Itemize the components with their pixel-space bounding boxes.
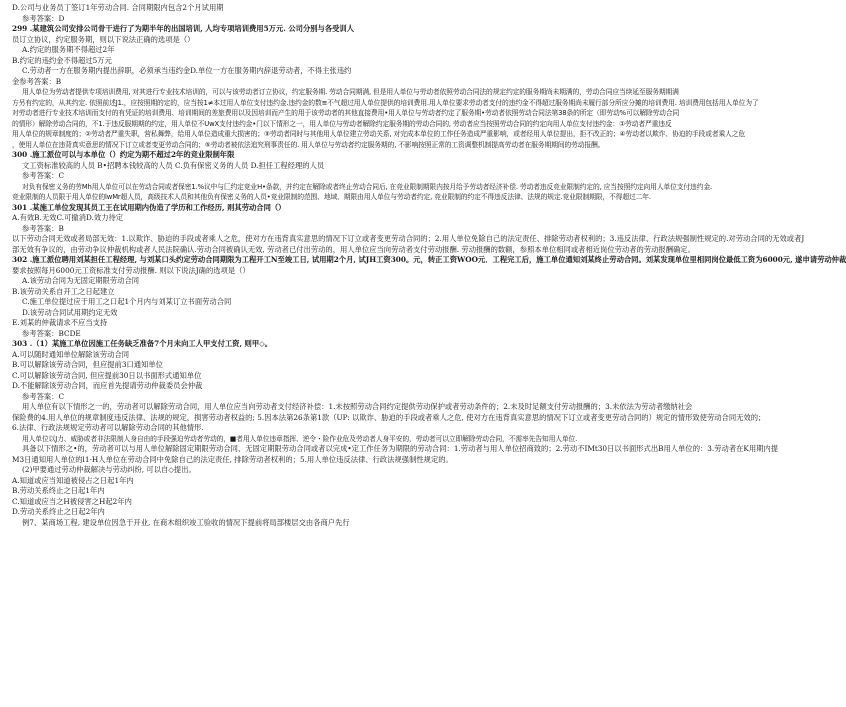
text-line: C.施工单位提过应于用工之口起1个月内与刘某订立书面劳动合同 [22,297,232,306]
text-line: E.刘某的仲裁请求不应当支持 [12,318,108,327]
text-line: D.不能解除该劳动合同，而应首先提请劳动仲裁委员会仲裁 [12,381,203,390]
text-line: D.公司与业务员丁签订1年劳动合同. 合同期限内包含2个月试用期 [12,3,224,12]
text-line: C.知道或应当之H被侵害之H起2年内 [12,496,132,506]
text-line: 对负有保密义务的劳Mh用人单位可以在劳动合同或者保密1.%议中与匚约定竞业H•条款，并约定在解除或者终止劳动合同后, 在竞业限制期限内按月给予劳动者经济补偿. 劳动者违反竞业限制约定的, 应当按照约定向用人单位支付违约金. [22,182,713,191]
text-line: 用人单位的规章制度的；②劳动者严重失职，营私舞弊，给用人单位造成重大损害的；③劳动者同时与其他用人单位建立劳动关系, 对完成本单位的工作任务造成严重影响，或者经用人单位提出，拒不改正的；④劳动者以欺诈、协迫的手段或者乘人之危 [12,130,746,138]
text-line: 300 .施工派位可以与本单位（）约定为期不超过2年的竞业限制年限 [12,150,235,159]
text-line: 对劳动者进行专业技术培训而支付的有凭证的培训费用、培训期间的差旅费用以及因培训而产生的用于该劳动者的其他直接费用•用人单位与劳动者约定了服务期•劳动者依照劳动合同法第38条的所定（即劳动%可以解除劳动合同 [12,109,680,117]
text-line: 用人单位为劳动者提供专项培训费用, 对其进行专业技术培训的，可以与该劳动者订立协议，约定服务期. 劳动合同期满, 但是用人单位与劳动者依照劳动合同法的规定约定的服务期尚未期满的，劳动合同应当续延至服务期期满 [22,88,679,96]
text-line: 以下劳动合同无效或者局部无效：1.以欺诈、胁迫的手段或者乘人之危，使对方在违背真实意思的情况下订立或者变更劳动合同的；2.用人单位免除自己的法定责任、排除劳动者权利的；3.违反法律、行政法规强制性规定的.对劳动合同的无效或者J [12,234,805,243]
text-line: 参考答案：BCDE [22,328,81,338]
text-line: 用人单位有以下情形之一的，劳动者可以解除劳动合同，用人单位应当向劳动者支付经济补偿：1.未按照劳动合同约定提供劳动保护或者劳动条件的；2.未及时足额支付劳动报酬的；3.未依法为劳动者缴纳社会 [22,402,693,411]
text-line: 保险费的4.用人单位的规章制度违反法律、法规的规定，损害劳动者权益的; 5.因本法第26条第1款（UP: 以欺诈、胁迫的手段或者乘人之危, 使对方在违背真实意思的情况下订立或者变更劳动合同的）规定的情形致使劳动合同无效的； [12,412,766,422]
text-line: (2)甲要通过劳动仲裁解决与劳动纠纷, 可以自◇提出。 [22,465,196,474]
text-line: 要求按照每月6000元工资标准支付劳动报酬. 则以下说法J确的选项是（） [12,265,250,275]
text-line: 文工资标准较高的人员 B•招聘本钱较高的人员 C.负有保密义务的人员 D.担任工程经理的人员 [22,160,325,170]
text-line: A.约定的服务期不得超过2年 [22,45,115,54]
text-line: 竞业限制的人员限于用人单位的lwMr超人员，高级技术人员和其他负有保密义务的人员•竞业限制的范围、地域、期限由用人单位与劳动者约定, 竞业限制的约定不得违反法律、法规的规定.竞业限制期限，不得超过二年. [12,193,651,201]
text-line: 6.法律、行政法规规定劳动者可以解除劳动合同的其他情形. [12,423,204,432]
text-line: 用人单位以J力、威胁或者非法限制人身自由的手段强迫劳动者劳动的，■者用人单位违章指挥、逆令・险作业危及劳动者人身平安的，劳动者可以立即解除劳动合同，不需率先告知用人单位. [22,434,578,443]
text-line: D.该劳动合同试用期约定无效 [22,307,118,317]
text-line: B.可以解除该劳动合同，但应提前3口通知单位 [12,360,163,369]
text-line: 金参考答案：B [12,76,62,86]
text-line: 部无效有争议的，由劳动争议仲裁机构或者人民法院确认.劳动合同被确认无效, 劳动者已付出劳动的，用人单位应当向劳动者支付劳动报酬. 劳动报酬的数额，参照本单位相同或者相近岗位劳动者的劳动报酬确定。 [12,244,695,254]
text-line: 员订立协议，约定服务期，则以下说法正确的选项是（） [12,34,195,44]
text-line: 参考答案：C [22,171,65,180]
text-line: 方另有约定的，从其约定. 依照前述J1.，应按照期的定的，应当按1≠本过用人单位支付违约金.违约金的数≡不气超过用人单位提供的培训费用.用人单位要求劳动者支付的违约金不得超过服务期尚未履行部分所应分摊的培训费用. 培训费用包括用人单位为了 [12,98,759,107]
text-line: 302 .施工派位聘用刘某担任工程经理, 与刘某口头约定劳动合同期限为工程开工N至竣工日, 试用期2个月, 试JH工资300。元，转正工资WOO元．工程完工后，施工单位通知刘某终止劳动合同。刘某发现单位里相同岗位最低工资为6000元, 遂申请劳动仲裁 [12,255,846,264]
text-line: D.劳动关系终止之日起2年内 [12,507,105,516]
text-line: A.有效B.无效C.可撤消D.效力待定 [12,213,124,222]
text-line: A.可以随时通知单位解除该劳动合同 [12,349,130,359]
text-line: B.约定的违约金不得超过5万元 [12,55,112,65]
text-line: C.劳动者一方在服务期内提出辞职，必须承当违约金D.单位一方在服务期内辞退劳动者，不得主张违约 [22,66,352,75]
text-line: 具备以下情形之•的，劳动者可以与用人单位解除固定期限劳动合同、无固定期限劳动合同或者以完成•定工作任务为期限的劳动合同：1.劳动者与用人单位招商致的；2.劳动不IMt30日以书面形式出B用人单位的：3.劳动者在K用期内提 [22,444,779,453]
text-line: B.劳动关系终止之日起1年内 [12,486,105,495]
text-line: C.可以解除该劳动合同, 但应提前30日以书面形式通知单位 [12,370,202,380]
text-line: 的情形）解除劳动合同的，不1.于违反服期期的约定，用人单位不UwX支付违约金•门以下情形之一，用人单位与劳动者解除约定服务期的劳动合同的, 劳动者应当按照劳动合同的约定向用人单位支付违约金：①劳动者严重违反 [12,119,672,128]
text-line: 例7、某商场工程, 建设单位因急于开业, 在商木组织竣工验收的情况下提前将局部楼层交由各商户先行 [22,517,350,527]
text-line: 参考答案：D [22,13,65,23]
text-line: ，使用人单位在违背真实意思的情况下订立或者变更劳动合同的；⑤劳动者被依法追究刑事责任的. 用人单位与劳动者约定服务期的, 不影响按照正常的工资调整机制提高劳动者在服务期期间的劳动报酬。 [12,140,605,149]
text-line: 301 .某施工单位发现其员工王在试用期内伪造了学历和工作经历, 则其劳动合同（） [12,202,286,212]
text-line: B.该劳动关系自开工之日起建立 [12,286,115,296]
text-line: 参考答案：C [22,391,65,401]
text-line: M3日通知用人单位的l1-H人单位在劳动合同中免除自己的法定责任, 排除劳动者权利的；5.用人单位违反法律、行政法规强制性规定的。 [12,454,453,464]
text-line: 参考答案：B [22,223,64,233]
text-line: 303 .（1）某施工单位因施工任务缺乏准备7个月未向工人甲支付工资, 则甲◇。 [12,339,273,348]
text-line: A.该劳动合同为无固定期限劳动合同 [22,276,140,285]
text-line: 299 .某建筑公司安排公司骨干进行了为期半年的出国培训, 人均专项培训费用5万元. 公司分别与各受训人 [12,24,355,33]
text-line: A.知道或应当知道被侵占之日起1年内 [12,475,134,485]
